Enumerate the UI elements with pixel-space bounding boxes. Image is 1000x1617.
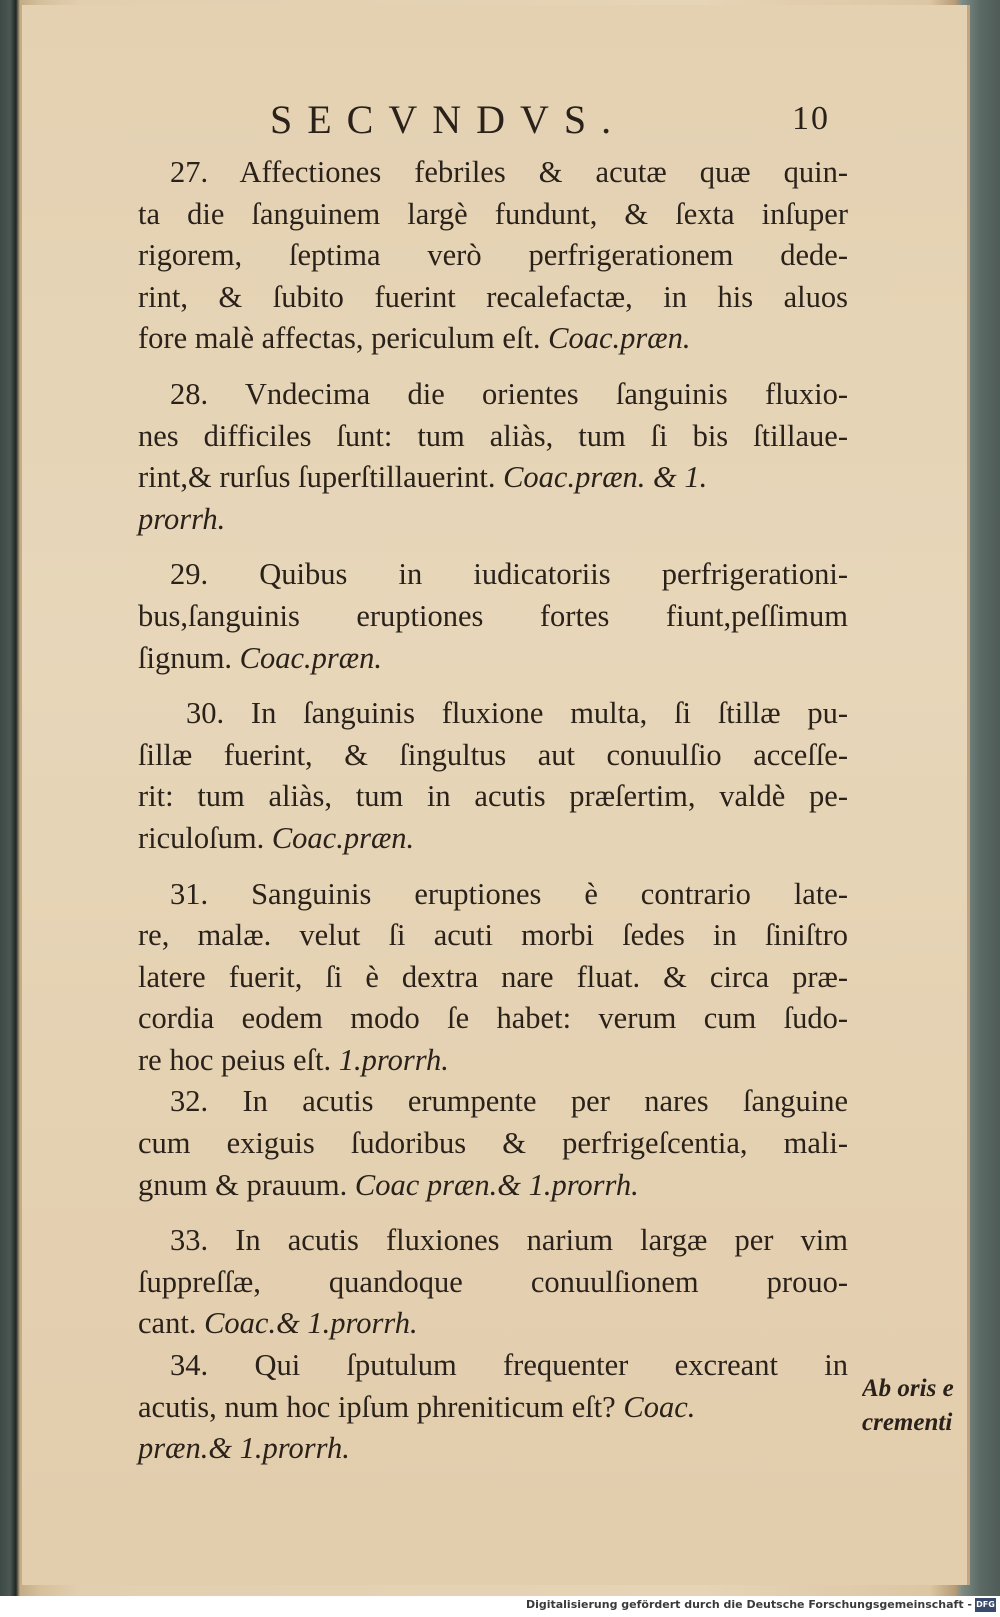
running-head — [270, 96, 830, 144]
margin-note-line: Ab oris e — [862, 1375, 954, 1402]
citation-line: prorrh. — [138, 501, 226, 536]
citation: Coac.præn. — [548, 321, 691, 356]
text-fragment: gnum & prauum. — [138, 1167, 348, 1202]
page-text — [138, 152, 848, 1470]
text-line: 34. Qui ſputulum frequenter excreant in — [170, 1348, 848, 1383]
citation: Coac.præn. — [271, 820, 415, 855]
text-line: cum exiguis ſudoribus & perfrigeſcentia, mali- — [138, 1126, 848, 1161]
text-line — [138, 638, 848, 680]
text-line: rigorem, ſeptima verò perfrigerationem dede- — [138, 238, 848, 273]
running-head-title: SECVNDVS. — [270, 97, 627, 142]
text-fragment: ſignum. — [138, 640, 233, 675]
text-line — [138, 1165, 848, 1207]
text-line: bus,ſanguinis eruptiones fortes fiunt,peſſimum — [138, 598, 848, 633]
text-line: 32. In acutis erumpente per nares ſanguine — [170, 1084, 848, 1119]
text-line: 31. Sanguinis eruptiones è contrario late- — [170, 876, 848, 911]
text-line: rint, & ſubito fuerint recalefactæ, in his aluos — [138, 279, 848, 314]
text-line — [138, 1303, 848, 1345]
text-line: latere fuerit, ſi è dextra nare fluat. & circa præ- — [138, 959, 848, 994]
text-line: 29. Quibus in iudicatoriis perfrigerationi- — [170, 557, 848, 592]
text-fragment: acutis, num hoc ipſum phreniticum eſt? — [138, 1389, 616, 1424]
text-line: 27. Affectiones febriles & acutæ quæ quin- — [170, 155, 848, 189]
handwritten-margin-note — [862, 1372, 972, 1440]
citation: Coac.præn. & 1. — [503, 460, 708, 495]
text-fragment: riculoſum. — [138, 820, 265, 855]
margin-note-line: crementi — [862, 1409, 953, 1436]
text-line: nes difficiles ſunt: tum aliàs, tum ſi bis ſtillaue- — [138, 418, 848, 453]
footer-bar — [0, 1596, 1000, 1617]
citation-line: præn.& 1.prorrh. — [138, 1431, 350, 1466]
citation: Coac.præn. — [239, 640, 383, 675]
text-line: cordia eodem modo ſe habet: verum cum ſudo- — [138, 1001, 848, 1036]
text-line: re, malæ. velut ſi acuti morbi ſedes in ſiniſtro — [138, 918, 848, 953]
dfg-logo-icon: DFG — [975, 1598, 996, 1612]
text-fragment: re hoc peius eſt. — [138, 1042, 332, 1077]
text-line: ſuppreſſæ, quandoque conuulſionem prouo- — [138, 1264, 848, 1299]
text-line: ſillæ fuerint, & ſingultus aut conuulſio acceſſe- — [138, 737, 848, 772]
text-line: rit: tum aliàs, tum in acutis præſertim, valdè pe- — [138, 779, 848, 814]
text-line — [138, 1040, 848, 1082]
text-line: 33. In acutis fluxiones narium largæ per vim — [170, 1223, 848, 1258]
funding-credit: Digitalisierung gefördert durch die Deutsche Forschungsgemeinschaft - — [525, 1598, 972, 1611]
text-line — [138, 818, 848, 860]
text-line: 28. Vndecima die orientes ſanguinis fluxio- — [170, 376, 848, 411]
citation: Coac præn.& 1.prorrh. — [354, 1167, 639, 1202]
text-fragment: fore malè affectas, periculum eſt. — [138, 321, 541, 356]
page-number: 10 — [792, 100, 830, 137]
text-line — [138, 318, 848, 360]
text-line — [138, 1387, 848, 1429]
text-fragment: cant. — [138, 1306, 197, 1341]
text-line: 30. In ſanguinis fluxione multa, ſi ſtillæ pu- — [186, 696, 848, 731]
text-line: ta die ſanguinem largè fundunt, & ſexta inſuper — [138, 196, 848, 231]
citation: 1.prorrh. — [338, 1042, 449, 1077]
citation: Coac. — [623, 1389, 696, 1424]
text-line — [138, 457, 848, 499]
citation: Coac.& 1.prorrh. — [204, 1306, 418, 1341]
text-fragment: rint,& rurſus ſuperſtillauerint. — [138, 460, 496, 495]
